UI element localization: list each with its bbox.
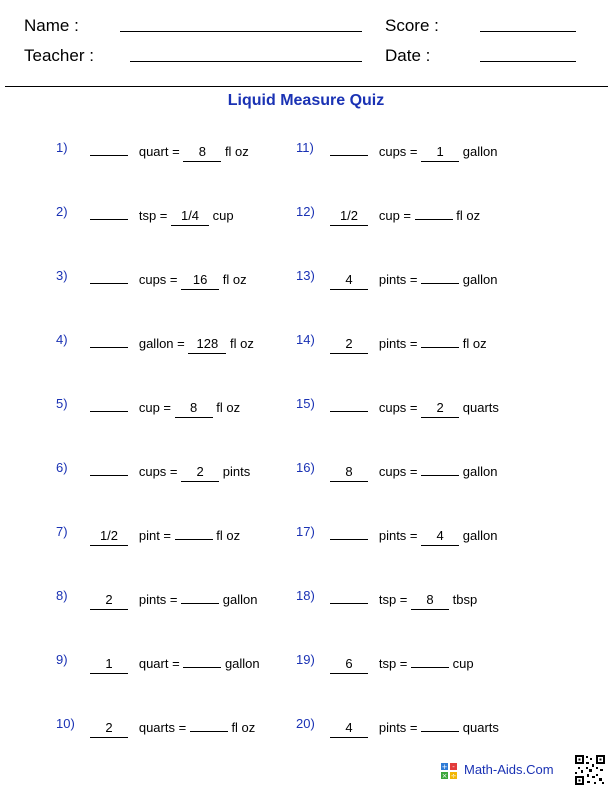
question-number: 16) bbox=[296, 460, 315, 475]
unit-right: fl oz bbox=[216, 400, 241, 415]
unit-right: fl oz bbox=[224, 144, 249, 159]
answer-blank-right[interactable]: 4 bbox=[421, 530, 459, 546]
teacher-line[interactable] bbox=[130, 61, 362, 62]
answer-blank-right[interactable]: 8 bbox=[411, 594, 449, 610]
answer-blank-left[interactable]: 1 bbox=[90, 658, 128, 674]
answer-blank-right[interactable]: 16 bbox=[181, 274, 219, 290]
question-number: 12) bbox=[296, 204, 315, 219]
answer-blank-left[interactable]: 2 bbox=[330, 338, 368, 354]
answer-blank-left[interactable]: 1/2 bbox=[90, 530, 128, 546]
question-number: 7) bbox=[56, 524, 68, 539]
unit-right: pints bbox=[222, 464, 251, 479]
unit-right: gallon bbox=[462, 272, 498, 287]
question-number: 17) bbox=[296, 524, 315, 539]
answer-blank-right[interactable] bbox=[415, 204, 453, 220]
unit-right: quarts bbox=[462, 400, 499, 415]
answer-blank-right[interactable]: 2 bbox=[181, 466, 219, 482]
unit-left: quarts = bbox=[138, 720, 187, 735]
question-number: 8) bbox=[56, 588, 68, 603]
unit-right: cup bbox=[452, 656, 474, 671]
unit-right: cup bbox=[212, 208, 234, 223]
date-line[interactable] bbox=[480, 61, 576, 62]
answer-blank-left[interactable] bbox=[330, 140, 368, 156]
unit-left: pints = bbox=[378, 528, 418, 543]
answer-blank-left[interactable]: 2 bbox=[90, 722, 128, 738]
unit-left: tsp = bbox=[378, 656, 408, 671]
date-label: Date : bbox=[385, 46, 431, 65]
unit-left: quart = bbox=[138, 656, 180, 671]
unit-left: tsp = bbox=[378, 592, 408, 607]
question-number: 5) bbox=[56, 396, 68, 411]
svg-text:×: × bbox=[441, 772, 448, 780]
answer-blank-left[interactable] bbox=[330, 396, 368, 412]
answer-blank-left[interactable] bbox=[330, 588, 368, 604]
question-number: 13) bbox=[296, 268, 315, 283]
question-row bbox=[0, 332, 612, 351]
unit-left: gallon = bbox=[138, 336, 185, 351]
unit-left: cups = bbox=[378, 400, 418, 415]
unit-right: gallon bbox=[462, 144, 498, 159]
svg-text:÷: ÷ bbox=[450, 772, 457, 780]
answer-blank-left[interactable]: 4 bbox=[330, 274, 368, 290]
unit-left: tsp = bbox=[138, 208, 168, 223]
question-number: 20) bbox=[296, 716, 315, 731]
unit-left: cups = bbox=[378, 144, 418, 159]
unit-left: cups = bbox=[138, 272, 178, 287]
question-number: 11) bbox=[296, 140, 314, 155]
unit-right: gallon bbox=[462, 528, 498, 543]
answer-blank-left[interactable] bbox=[330, 524, 368, 540]
unit-left: pint = bbox=[138, 528, 172, 543]
question-row bbox=[0, 716, 612, 735]
question-number: 9) bbox=[56, 652, 68, 667]
teacher-label: Teacher : bbox=[24, 46, 94, 65]
unit-right: fl oz bbox=[216, 528, 241, 543]
answer-blank-right[interactable]: 1/4 bbox=[171, 210, 209, 226]
unit-right: gallon bbox=[462, 464, 498, 479]
answer-blank-right[interactable] bbox=[421, 268, 459, 284]
unit-right: fl oz bbox=[456, 208, 481, 223]
question-row bbox=[0, 268, 612, 287]
header-divider bbox=[5, 86, 608, 87]
question-number: 14) bbox=[296, 332, 315, 347]
answer-blank-left[interactable]: 1/2 bbox=[330, 210, 368, 226]
qr-code-icon bbox=[574, 754, 606, 786]
question-number: 3) bbox=[56, 268, 68, 283]
answer-blank-right[interactable] bbox=[421, 716, 459, 732]
footer-site[interactable]: Math-Aids.Com bbox=[464, 762, 554, 777]
score-label: Score : bbox=[385, 16, 439, 35]
question-number: 15) bbox=[296, 396, 315, 411]
question-number: 18) bbox=[296, 588, 315, 603]
unit-right: gallon bbox=[222, 592, 258, 607]
calculator-logo-icon bbox=[440, 762, 458, 780]
question-number: 4) bbox=[56, 332, 68, 347]
answer-blank-right[interactable]: 8 bbox=[175, 402, 213, 418]
answer-blank-right[interactable] bbox=[411, 652, 449, 668]
unit-right: fl oz bbox=[222, 272, 247, 287]
answer-blank-right[interactable]: 2 bbox=[421, 402, 459, 418]
svg-text:-: - bbox=[452, 763, 455, 771]
svg-text:+: + bbox=[441, 763, 448, 771]
answer-blank-left[interactable]: 2 bbox=[90, 594, 128, 610]
question-number: 6) bbox=[56, 460, 68, 475]
answer-blank-right[interactable]: 1 bbox=[421, 146, 459, 162]
question-number: 2) bbox=[56, 204, 68, 219]
unit-left: pints = bbox=[138, 592, 178, 607]
unit-right: tbsp bbox=[452, 592, 478, 607]
question-row bbox=[0, 524, 612, 543]
answer-blank-right[interactable] bbox=[421, 460, 459, 476]
unit-left: pints = bbox=[378, 272, 418, 287]
question-row bbox=[0, 204, 612, 223]
unit-left: pints = bbox=[378, 336, 418, 351]
unit-right: fl oz bbox=[462, 336, 487, 351]
question-row bbox=[0, 652, 612, 671]
question-number: 10) bbox=[56, 716, 75, 731]
unit-left: pints = bbox=[378, 720, 418, 735]
answer-blank-left[interactable]: 8 bbox=[330, 466, 368, 482]
unit-left: cups = bbox=[378, 464, 418, 479]
name-line[interactable] bbox=[120, 31, 362, 32]
unit-right: quarts bbox=[462, 720, 499, 735]
answer-blank-right[interactable]: 128 bbox=[188, 338, 226, 354]
unit-left: cup = bbox=[378, 208, 412, 223]
answer-blank-left[interactable]: 4 bbox=[330, 722, 368, 738]
answer-blank-right[interactable] bbox=[421, 332, 459, 348]
question-number: 1) bbox=[56, 140, 68, 155]
unit-right: fl oz bbox=[230, 336, 254, 351]
page-title: Liquid Measure Quiz bbox=[227, 92, 385, 109]
question-number: 19) bbox=[296, 652, 315, 667]
unit-right: fl oz bbox=[231, 720, 256, 735]
unit-left: quart = bbox=[138, 144, 180, 159]
answer-blank-left[interactable]: 6 bbox=[330, 658, 368, 674]
question-row bbox=[0, 460, 612, 479]
name-label: Name : bbox=[24, 16, 79, 35]
question-row bbox=[0, 140, 612, 159]
question-row bbox=[0, 588, 612, 607]
unit-right: gallon bbox=[224, 656, 260, 671]
score-line[interactable] bbox=[480, 31, 576, 32]
unit-left: cup = bbox=[138, 400, 172, 415]
question-row bbox=[0, 396, 612, 415]
unit-left: cups = bbox=[138, 464, 178, 479]
answer-blank-right[interactable]: 8 bbox=[183, 146, 221, 162]
